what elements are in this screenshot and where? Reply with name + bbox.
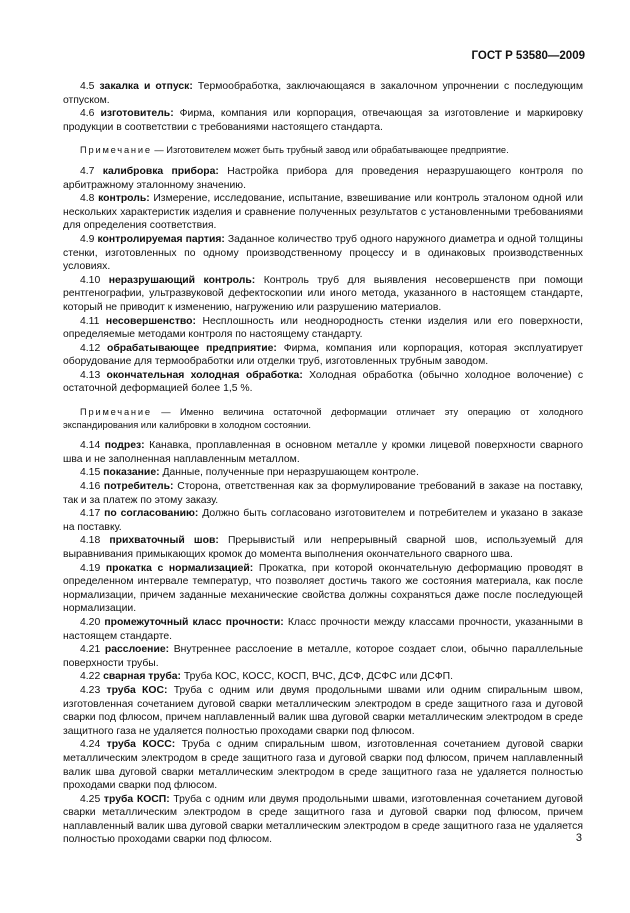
definition-paragraph (63, 315, 583, 342)
clause-number: 4.15 (80, 467, 101, 479)
term: труба КОСП: (103, 793, 170, 805)
clause-number: 4.25 (80, 793, 101, 805)
term: по согласованию: (104, 508, 199, 520)
definition-text: Сторона, ответственная как за формулирование требований в заказе на поставку, так и за платеж по этому заказу. (63, 481, 584, 506)
clause-number: 4.24 (80, 739, 101, 751)
clause-number: 4.9 (80, 233, 95, 245)
definition-paragraph (63, 80, 583, 107)
definition-text: Заданное количество труб одного наружного диаметра и одной толщины стенки, изготовленных по одному производственному процессу и в одинаковых производственных условиях. (63, 233, 583, 273)
clause-number: 4.16 (80, 481, 101, 493)
note (63, 144, 583, 157)
definition-text: Внутреннее расслоение в металле, которое создает слои, обычно параллельные поверхности трубы. (63, 644, 583, 669)
term: контролируемая партия: (97, 233, 225, 245)
page-number: 3 (575, 832, 582, 844)
note (63, 406, 583, 431)
note-label: Примечание (80, 407, 152, 418)
definition-paragraph (63, 480, 583, 507)
definition-paragraph (63, 439, 583, 466)
term: труба КОС: (106, 684, 168, 696)
term: окончательная холодная обработка: (106, 369, 303, 381)
clause-number: 4.5 (80, 81, 95, 92)
clause-number: 4.13 (80, 369, 101, 381)
definition-paragraph (63, 562, 583, 616)
definition-text: Фирма, компания или корпорация, которая эксплуатирует оборудование для термообработки или отделки труб, изготовленных трубным заводом. (63, 342, 583, 368)
clause-number: 4.8 (80, 193, 95, 205)
definition-paragraph (63, 684, 583, 738)
term: подрез: (104, 440, 145, 452)
term: труба КОСС: (106, 739, 176, 751)
clause-number: 4.18 (80, 535, 101, 547)
term: закалка и отпуск: (99, 81, 193, 92)
definition-text: Труба с одним или двумя продольными швами, изготовленная сочетанием дуговой сварки металлическим электродом в среде защитного газа и дуговой сварки под флюсом, причем наплавленный валик шва дуговой сварки металлическим электродом в среде защитного газа не удаляется полностью проходами сварки под флюсом. (63, 793, 583, 846)
term: контроль: (98, 193, 150, 205)
definition-text: Класс прочности между классами прочности, указанными в настоящем стандарте. (63, 616, 584, 642)
definition-text: Канавка, проплавленная в основном металле у кромки лицевой поверхности сварного шва и не заполненная наплавленным металлом. (63, 440, 584, 465)
term: расслоение: (104, 644, 170, 656)
definition-paragraph (63, 738, 583, 792)
term: обрабатывающее предприятие: (107, 342, 277, 354)
definition-text: Данные, полученные при неразрушающем контроле. (162, 467, 419, 479)
term: прокатка с нормализацией: (105, 562, 254, 574)
definition-paragraph (63, 233, 583, 274)
clause-number: 4.14 (80, 440, 101, 452)
definition-text: Прокатка, при которой окончательную деформацию проводят в определенном интервале температур, что позволяет достичь такого же состояния материала, как после нормализации, причем заданные механические свойства должны сохраняться даже после последующей нормализации. (63, 562, 584, 615)
note-text: — Именно величина остаточной деформации отличает эту операцию от холодного экспандирования или калибровки в холодном состоянии. (63, 407, 583, 430)
clause-number: 4.23 (80, 684, 101, 696)
term: прихваточный шов: (109, 535, 219, 547)
term: калибровка прибора: (102, 165, 219, 177)
clause-number: 4.6 (80, 108, 95, 120)
term: сварная труба: (103, 671, 182, 683)
clause-number: 4.21 (80, 644, 101, 656)
clause-number: 4.10 (80, 274, 101, 286)
term: неразрушающий контроль: (108, 274, 256, 286)
note-text: — Изготовителем может быть трубный завод или обрабатывающее предприятие. (154, 145, 509, 156)
definition-paragraph (63, 616, 583, 643)
definition-paragraph (63, 369, 583, 396)
definition-text: Труба КОС, КОСС, КОСП, ВЧС, ДСФ, ДСФС или ДСФП. (183, 671, 453, 683)
clause-number: 4.12 (80, 342, 101, 354)
clause-number: 4.11 (80, 315, 100, 327)
definition-text: Должно быть согласовано изготовителем и потребителем и указано в заказе на поставку. (63, 508, 584, 533)
clause-number: 4.17 (80, 508, 101, 520)
definition-text: Труба с одним или двумя продольными швами или одним спиральным швом, изготовленная сочетанием дуговой сварки металлическим электродом в среде защитного газа и дуговой сварки под флюсом, причем наплавленный валик шва дуговой сварки металлическим электродом в среде защитного газа не удаляется полностью проходами сварки под флюсом. (63, 684, 584, 737)
definition-paragraph (63, 793, 583, 847)
term: показание: (103, 467, 160, 479)
term: промежуточный класс прочности: (104, 616, 284, 628)
document-body (63, 80, 583, 847)
clause-number: 4.20 (80, 616, 101, 628)
term: несовершенство: (105, 315, 196, 327)
clause-number: 4.19 (80, 562, 101, 574)
definition-paragraph (63, 507, 583, 534)
definition-text: Фирма, компания или корпорация, отвечающая за изготовление и маркировку продукции в соответствии с требованиями настоящего стандарта. (63, 108, 584, 133)
definition-paragraph (63, 670, 583, 684)
clause-number: 4.22 (80, 671, 101, 683)
definition-paragraph (63, 643, 583, 670)
definition-text: Термообработка, заключающаяся в закалочном упрочнении с последующим отпуском. (63, 81, 583, 106)
definition-text: Измерение, исследование, испытание, взвешивание или контроль эталоном одной или нескольких характеристик изделия и сравнение полученных результатов с установленными требованиями для определения соответствия. (63, 193, 583, 232)
definition-text: Настройка прибора для проведения неразрушающего контроля по арбитражному эталонному значению. (63, 165, 583, 191)
definition-paragraph (63, 342, 583, 369)
note-label: Примечание (80, 145, 152, 156)
definition-text: Прерывистый или непрерывный сварной шов, используемый для выравнивания примыкающих кромок до момента выполнения окончательного сварного шва. (63, 535, 584, 560)
definition-text: Труба с одним спиральным швом, изготовленная сочетанием дуговой сварки металлическим электродом в среде защитного газа и дуговой сварки под флюсом, причем наплавленный валик шва дуговой сварки металлическим электродом в среде защитного газа не удаляется полностью проходами сварки под флюсом. (63, 739, 584, 792)
definition-paragraph (63, 192, 583, 233)
clause-number: 4.7 (80, 165, 95, 177)
definition-paragraph (63, 165, 583, 192)
term: потребитель: (103, 481, 174, 493)
document-header: ГОСТ Р 53580—2009 (471, 50, 585, 62)
definition-paragraph (63, 534, 583, 561)
definition-text: Холодная обработка (обычно холодное волочение) с остаточной деформацией более 1,5 %. (63, 369, 584, 395)
term: изготовитель: (100, 108, 174, 120)
definition-text: Контроль труб для выявления несовершенств при помощи рентгенографии, ультразвуковой дефектоскопии или иного метода, указанного в настоящем стандарте, который не приводит к изменению, нагружению или разрушению материалов. (63, 274, 583, 313)
definition-text: Несплошность или неоднородность стенки изделия или его поверхности, определяемые методами контроля по настоящему стандарту. (63, 315, 583, 341)
definition-paragraph (63, 274, 583, 315)
definition-paragraph (63, 107, 583, 134)
definition-paragraph (63, 466, 583, 480)
